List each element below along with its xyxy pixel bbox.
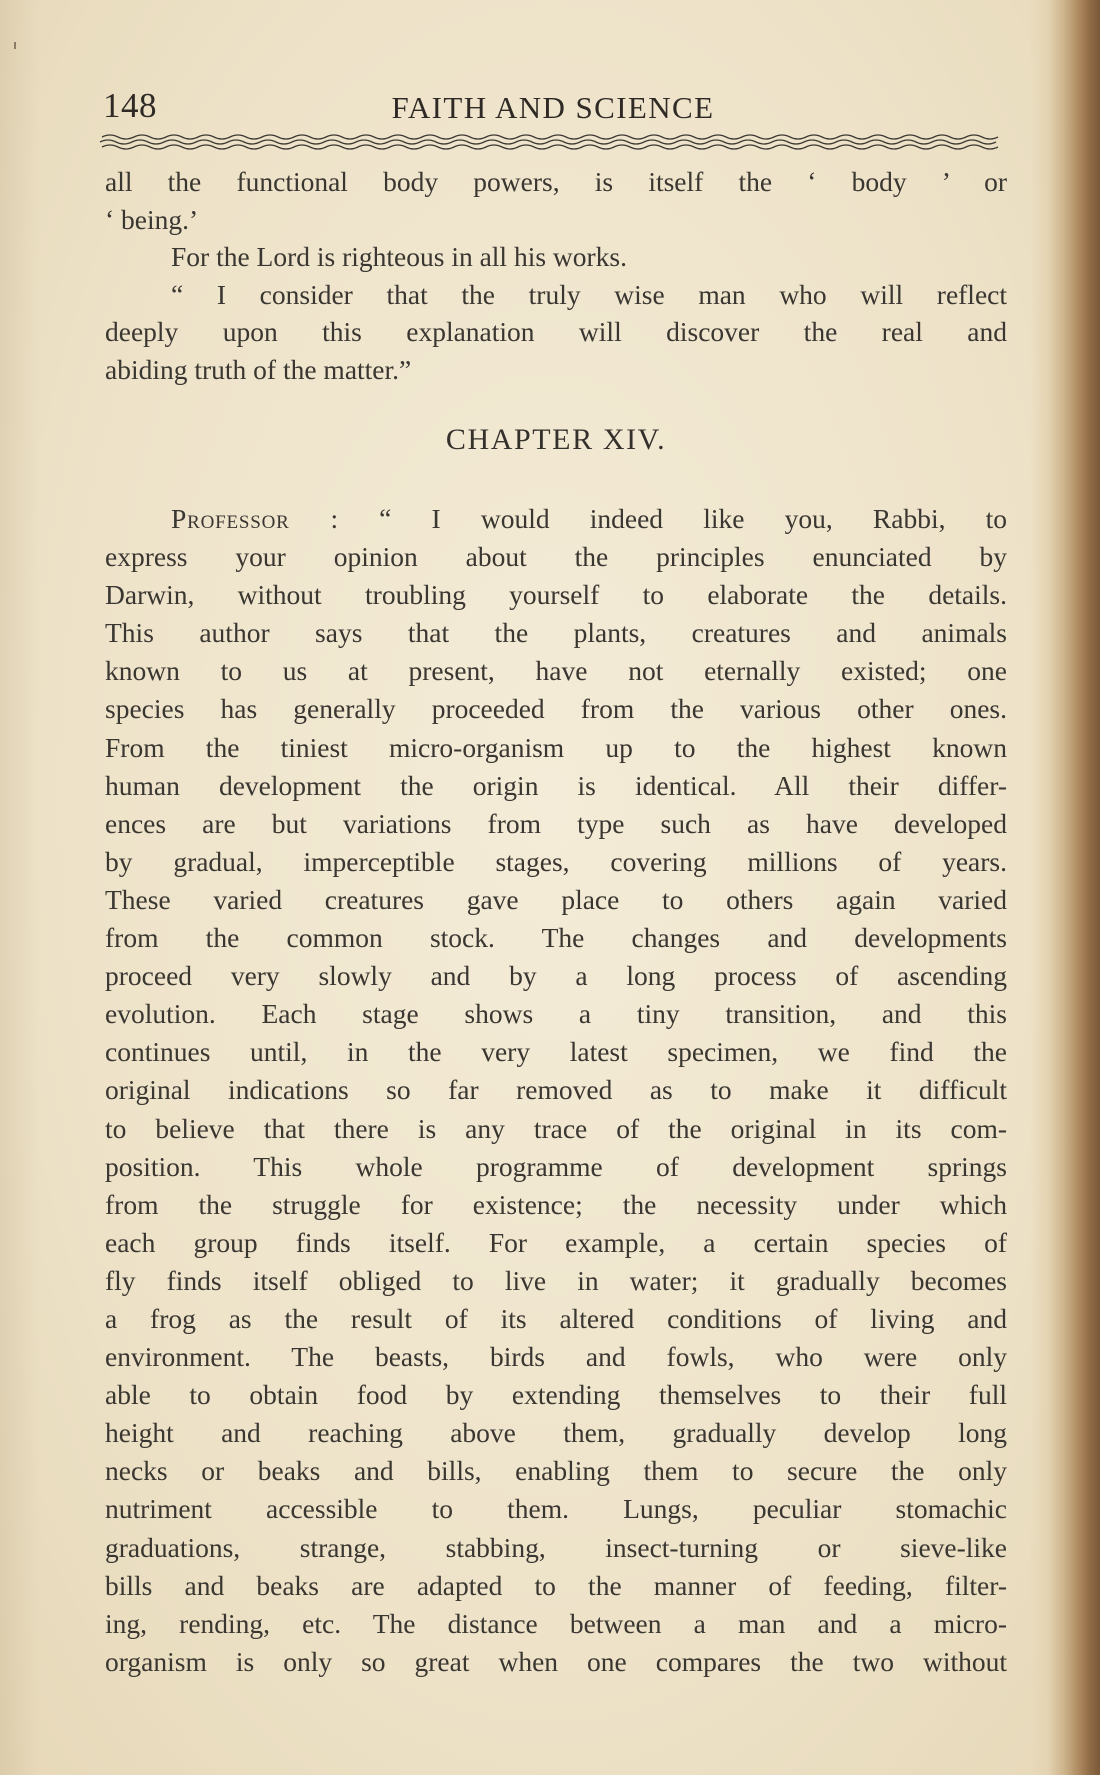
text-line: from the struggle for existence; the necessity under which xyxy=(105,1188,1007,1220)
running-title: FAITH AND SCIENCE xyxy=(391,90,715,125)
text-line: express your opinion about the principles enunciated by xyxy=(105,541,1007,573)
text-line: ing, rending, etc. The distance between a man and a micro- xyxy=(105,1607,1007,1639)
text-line: ences are but variations from type such as have developed xyxy=(105,807,1007,839)
text-line: height and reaching above them, gradually develop long xyxy=(105,1417,1007,1449)
text-line: proceed very slowly and by a long process of ascending xyxy=(105,960,1007,992)
text-line: all the functional body powers, is itself the ‘ body ’ or xyxy=(105,166,1007,197)
text-line: by gradual, imperceptible stages, covering millions of years. xyxy=(105,845,1007,877)
text-line: evolution. Each stage shows a tiny transition, and this xyxy=(105,998,1007,1030)
decorative-header-rule xyxy=(98,131,1010,153)
text-line: For the Lord is righteous in all his works. xyxy=(171,241,628,272)
speaker-label: Professor : xyxy=(171,503,339,534)
text-line: to believe that there is any trace of the original in its com- xyxy=(105,1112,1007,1144)
paper-speck xyxy=(14,42,16,49)
text-line: These varied creatures gave place to others again varied xyxy=(105,883,1007,915)
text-line: human development the origin is identical. All their differ- xyxy=(105,769,1007,801)
text-line: able to obtain food by extending themselves to their full xyxy=(105,1379,1007,1411)
text-line: “ I consider that the truly wise man who will reflect xyxy=(171,278,1007,310)
dialogue-opening: “ I would indeed like you, Rabbi, to xyxy=(379,503,1008,534)
text-line: original indications so far removed as to make it difficult xyxy=(105,1074,1007,1106)
text-line: environment. The beasts, birds and fowls, who were only xyxy=(105,1341,1007,1373)
text-line: known to us at present, have not eternally existed; one xyxy=(105,655,1007,687)
text-line: species has generally proceeded from the various other ones. xyxy=(105,693,1007,725)
text-line: bills and beaks are adapted to the manner of feeding, filter- xyxy=(105,1569,1007,1601)
text-line: nutriment accessible to them. Lungs, peculiar stomachic xyxy=(105,1493,1007,1525)
text-line: fly finds itself obliged to live in water; it gradually becomes xyxy=(105,1264,1007,1296)
text-line: organism is only so great when one compares the two without xyxy=(105,1645,1007,1677)
text-line: continues until, in the very latest specimen, we find the xyxy=(105,1036,1007,1068)
text-line: position. This whole programme of development springs xyxy=(105,1150,1007,1182)
text-line: each group finds itself. For example, a certain species of xyxy=(105,1226,1007,1258)
text-line: Darwin, without troubling yourself to elaborate the details. xyxy=(105,579,1007,611)
dialogue-first-line xyxy=(105,500,1007,538)
text-line: a frog as the result of its altered conditions of living and xyxy=(105,1302,1007,1334)
text-line: This author says that the plants, creatures and animals xyxy=(105,617,1007,649)
page-gutter-shadow xyxy=(1030,0,1100,1775)
page-number: 148 xyxy=(103,86,157,125)
text-line: deeply upon this explanation will discover the real and xyxy=(105,316,1007,347)
continuation-text xyxy=(105,163,1007,388)
text-line: abiding truth of the matter.” xyxy=(105,353,412,385)
text-line: necks or beaks and bills, enabling them to secure the only xyxy=(105,1455,1007,1487)
page-header xyxy=(103,86,1005,130)
chapter-body xyxy=(105,500,1007,1681)
text-line: from the common stock. The changes and developments xyxy=(105,922,1007,954)
chapter-heading: CHAPTER XIV. xyxy=(445,423,667,456)
text-line: ‘ being.’ xyxy=(105,203,199,235)
text-line: graduations, strange, stabbing, insect-turning or sieve-like xyxy=(105,1531,1007,1563)
text-line: From the tiniest micro-organism up to the highest known xyxy=(105,731,1007,763)
paragraph xyxy=(105,538,1007,1681)
